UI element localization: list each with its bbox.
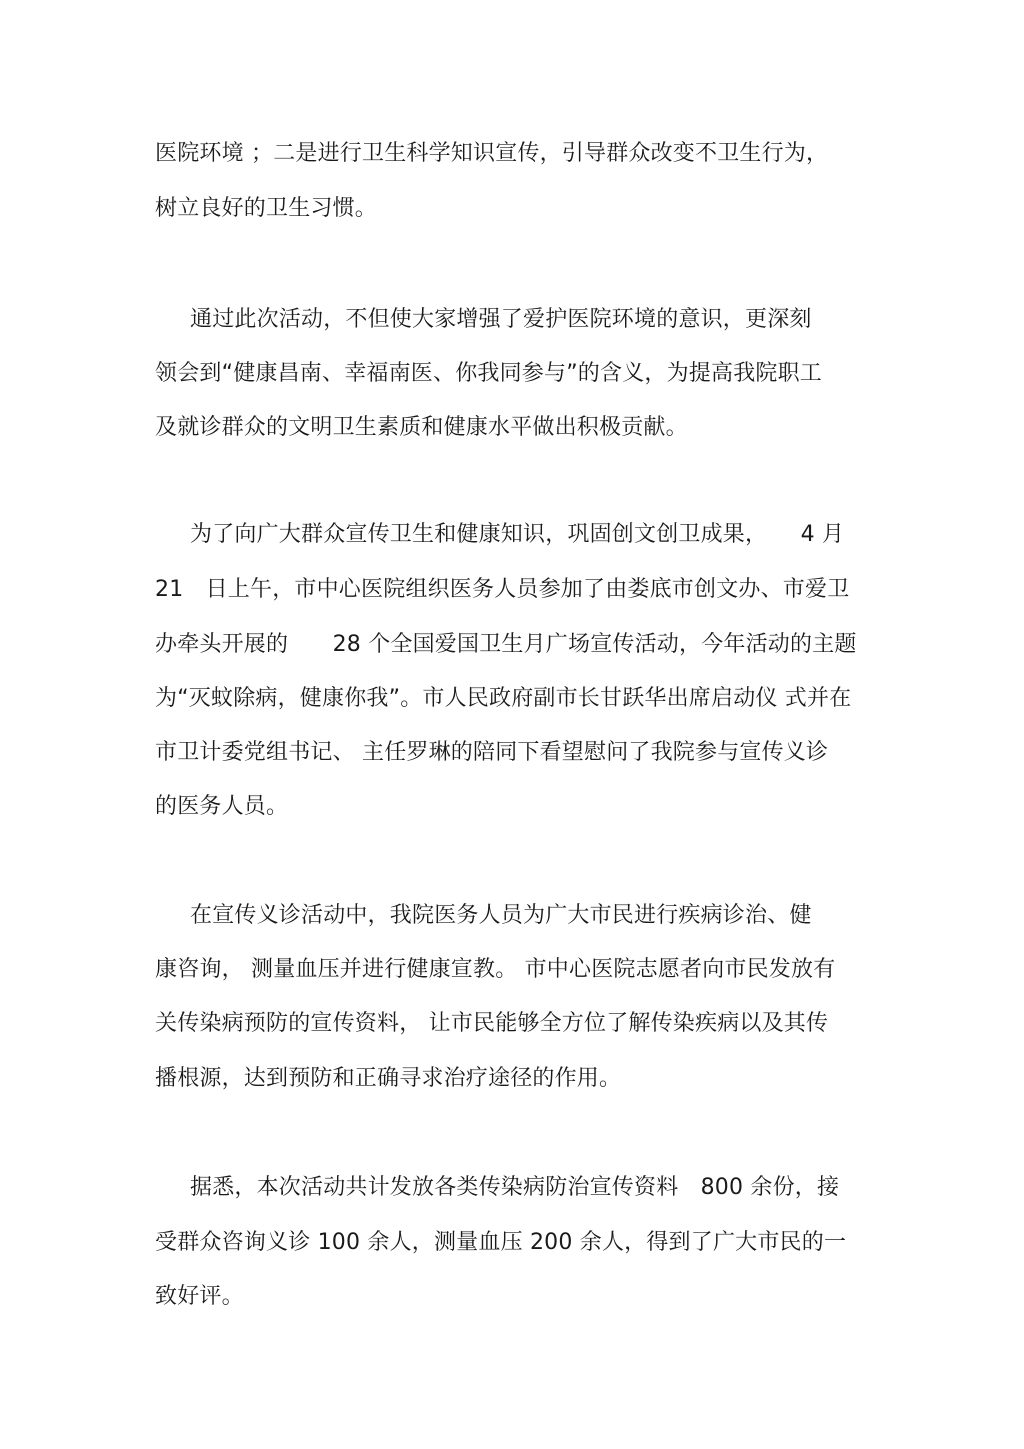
- paragraph-3-line-6: 的医务人员。: [155, 794, 289, 819]
- paragraph-4-line-4: 播根源，达到预防和正确寻求治疗途径的作用。: [155, 1066, 622, 1091]
- paragraph-4-line-2: 康咨询， 测量血压并进行健康宣教。 市中心医院志愿者向市民发放有: [155, 957, 836, 982]
- paragraph-4-line-1: 在宣传义诊活动中，我院医务人员为广大市民进行疾病诊治、健: [190, 903, 812, 928]
- paragraph-5-line-3: 致好评。: [155, 1284, 244, 1309]
- paragraph-2-line-3: 及就诊群众的文明卫生素质和健康水平做出积极贡献。: [155, 415, 688, 440]
- paragraph-2-line-2: 领会到“健康昌南、幸福南医、你我同参与”的含义，为提高我院职工: [155, 361, 822, 386]
- paragraph-3-line-5: 市卫计委党组书记、 主任罗琳的陪同下看望慰问了我院参与宣传义诊: [155, 740, 829, 765]
- paragraph-3-line-4: 为“灭蚊除病，健康你我”。市人民政府副市长甘跃华出席启动仪 式并在: [155, 686, 852, 711]
- paragraph-3-line-1: 为了向广大群众宣传卫生和健康知识，巩固创文创卫成果， 4 月: [190, 522, 845, 547]
- paragraph-1-line-1: 医院环境 ；二是进行卫生科学知识宣传，引导群众改变不卫生行为，: [155, 141, 829, 166]
- paragraph-5-line-1: 据悉，本次活动共计发放各类传染病防治宣传资料 800 余份，接: [190, 1175, 840, 1200]
- paragraph-4-line-3: 关传染病预防的宣传资料， 让市民能够全方位了解传染疾病以及其传: [155, 1011, 829, 1036]
- paragraph-5-line-2: 受群众咨询义诊 100 余人，测量血压 200 余人，得到了广大市民的一: [155, 1230, 847, 1255]
- paragraph-1-line-2: 树立良好的卫生习惯。: [155, 196, 378, 221]
- paragraph-3-line-2: 21 日上午，市中心医院组织医务人员参加了由娄底市创文办、市爱卫: [155, 577, 850, 602]
- paragraph-2-line-1: 通过此次活动，不但使大家增强了爱护医院环境的意识，更深刻: [190, 307, 812, 332]
- paragraph-3-line-3: 办牵头开展的 28 个全国爱国卫生月广场宣传活动，今年活动的主题: [155, 632, 857, 657]
